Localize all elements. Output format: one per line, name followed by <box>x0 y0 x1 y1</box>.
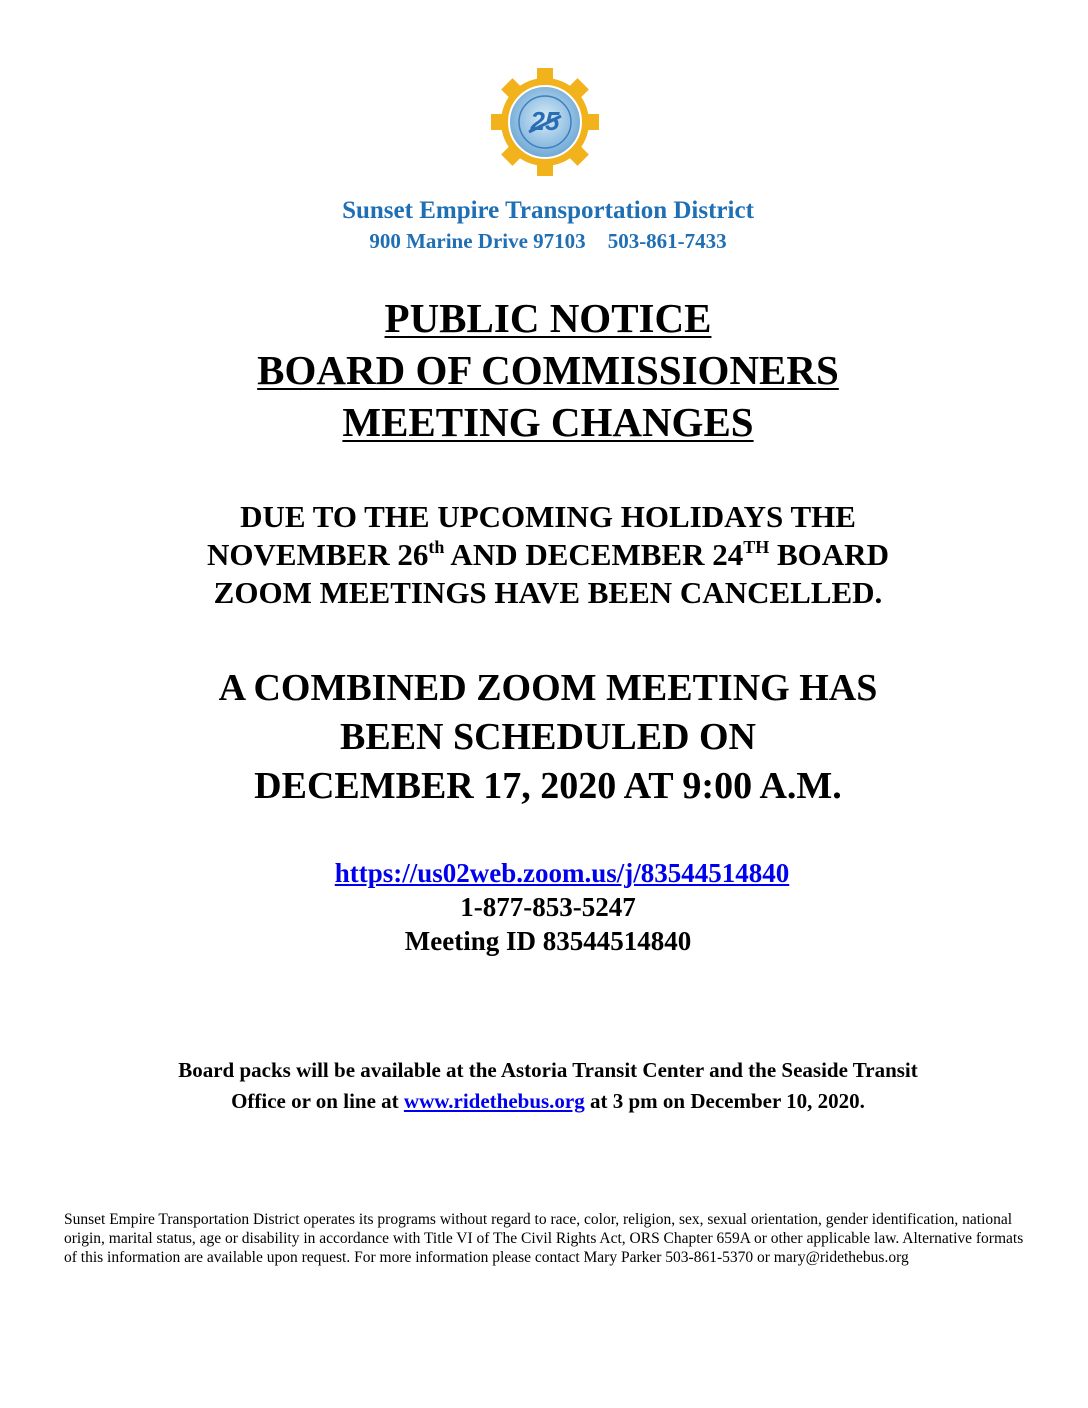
combined-line: DECEMBER 17, 2020 AT 9:00 A.M. <box>254 765 842 807</box>
organization-phone: 503-861-7433 <box>607 229 727 253</box>
title-line: PUBLIC NOTICE <box>384 295 712 341</box>
cancellation-notice <box>0 498 1088 612</box>
organization-contact <box>0 228 1088 254</box>
combined-line: BEEN SCHEDULED ON <box>340 716 756 758</box>
organization-name <box>0 196 1088 226</box>
packs-line: Board packs will be available at the Astoria Transit Center and the Seaside Transit <box>178 1058 918 1082</box>
packs-text: at 3 pm on December 10, 2020. <box>584 1089 865 1113</box>
organization-address: 900 Marine Drive 97103 <box>369 229 586 253</box>
title-line: BOARD OF COMMISSIONERS <box>257 347 839 393</box>
combined-meeting <box>0 664 1088 811</box>
zoom-meeting-id: Meeting ID 83544514840 <box>404 926 692 956</box>
district-logo-icon <box>489 66 601 178</box>
ordinal-suffix: TH <box>743 537 770 557</box>
title-line: MEETING CHANGES <box>342 399 754 445</box>
packs-text: Office or on line at <box>231 1089 404 1113</box>
cancel-line <box>0 536 1088 574</box>
cancel-line: DUE TO THE UPCOMING HOLIDAYS THE <box>240 499 856 534</box>
combined-line: A COMBINED ZOOM MEETING HAS <box>218 667 878 709</box>
notice-title <box>0 292 1088 448</box>
organization-name-text: Sunset Empire Transportation District <box>342 197 754 224</box>
svg-text:25: 25 <box>530 106 560 136</box>
ordinal-suffix: th <box>428 537 445 557</box>
zoom-phone: 1-877-853-5247 <box>460 892 636 922</box>
cancel-line: ZOOM MEETINGS HAVE BEEN CANCELLED. <box>213 575 883 610</box>
cancel-date-1: NOVEMBER 26 <box>207 537 429 572</box>
cancel-date-2: AND DECEMBER 24 <box>444 537 744 572</box>
ridethebus-link[interactable]: www.ridethebus.org <box>403 1089 585 1113</box>
zoom-info <box>0 856 1088 958</box>
zoom-link[interactable]: https://us02web.zoom.us/j/83544514840 <box>334 858 790 888</box>
nondiscrimination-footer: Sunset Empire Transportation District operates its programs without regard to race, color, religion, sex, sexual orientation, gender identification, national origin, marital status, age or disability in accordance with Title VI of The Civil Rights Act, ORS Chapter 659A or other applicable law. Alternative formats of this information are available upon request. For more information please contact Mary Parker 503-861-5370 or mary@ridethebus.org <box>64 1211 1024 1266</box>
packs-line <box>0 1086 1088 1117</box>
board-packs-info <box>0 1055 1088 1117</box>
cancel-board-text: BOARD <box>769 537 889 572</box>
